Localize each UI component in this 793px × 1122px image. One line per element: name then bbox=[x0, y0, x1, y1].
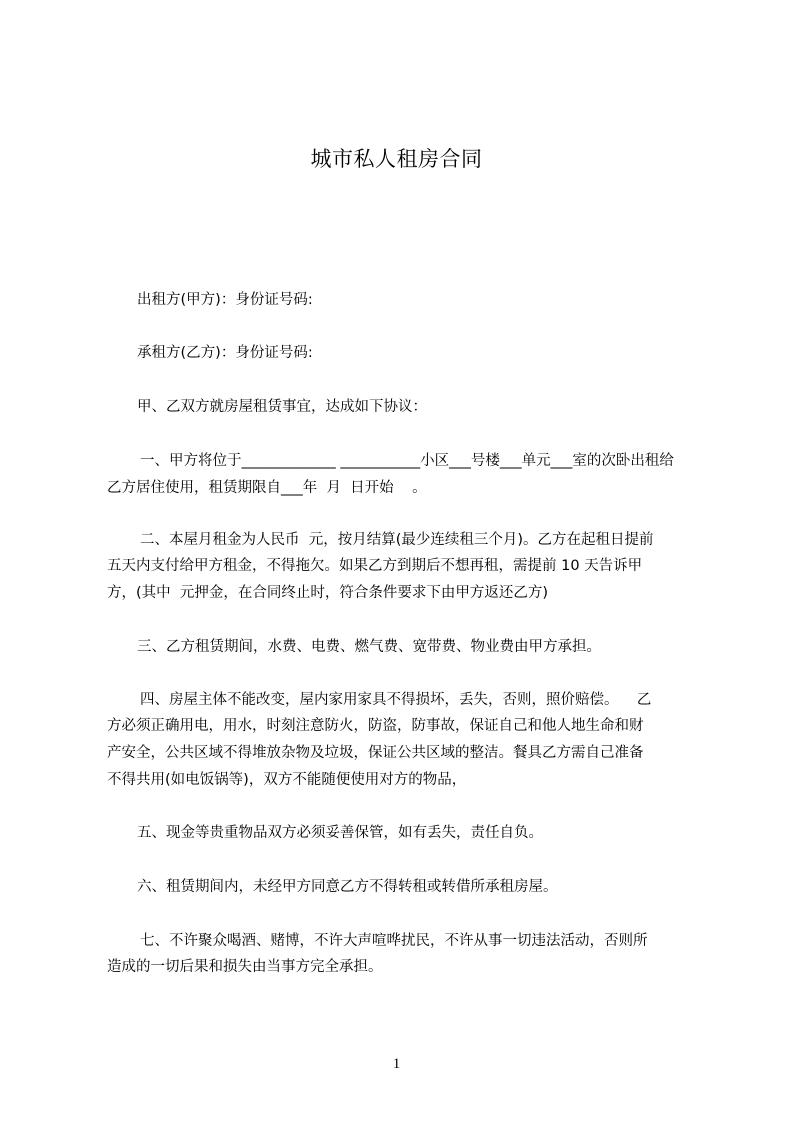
page-number: 1 bbox=[392, 1056, 401, 1072]
clause-4-line-4: 不得共用(如电饭锅等)，双方不能随便使用对方的物品， bbox=[107, 772, 467, 788]
document-title: 城市私人租房合同 bbox=[310, 147, 483, 171]
clause-4-line-3: 产安全，公共区域不得堆放杂物及垃圾，保证公共区域的整洁。餐具乙方需自己准备 bbox=[107, 745, 644, 761]
clause-7-line-2: 造成的一切后果和损失由当事方完全承担。 bbox=[107, 959, 383, 975]
clause-7-line-1: 七、不许聚众喝酒、赌博，不许大声喧哗扰民，不许从事一切违法活动，否则所 bbox=[140, 933, 648, 949]
clause-3-line-1: 三、乙方租赁期间，水费、电费、燃气费、宽带费、物业费由甲方承担。 bbox=[137, 639, 601, 655]
clause-4-line-1: 四、房屋主体不能改变，屋内家用家具不得损坏，丢失，否则，照价赔偿。 乙 bbox=[140, 692, 652, 708]
intro-line: 甲、乙双方就房屋租赁事宜，达成如下协议： bbox=[137, 399, 427, 415]
lessee-line: 承租方(乙方)：身份证号码: bbox=[137, 345, 313, 361]
clause-2-line-2: 五天内支付给甲方租金，不得拖欠。如果乙方到期后不想再租，需提前 10 天告诉甲 bbox=[107, 558, 643, 574]
clause-2-line-1: 二、本屋月租金为人民币 元，按月结算(最少连续租三个月)。乙方在起租日提前 bbox=[140, 532, 654, 548]
clause-4-line-2: 方必须正确用电，用水，时刻注意防火，防盗，防事故，保证自己和他人地生命和财 bbox=[107, 718, 644, 734]
clause-5-line-1: 五、现金等贵重物品双方必须妥善保管，如有丢失，责任自负。 bbox=[137, 825, 543, 841]
lessor-line: 出租方(甲方)：身份证号码: bbox=[137, 292, 313, 308]
clause-1-line-2: 乙方居住使用，租赁期限自___年 月 日开始 。 bbox=[107, 480, 427, 496]
clause-2-line-3: 方，(其中 元押金，在合同终止时，符合条件要求下由甲方返还乙方) bbox=[107, 585, 549, 601]
clause-6-line-1: 六、租赁期间内，未经甲方同意乙方不得转租或转借所承租房屋。 bbox=[137, 879, 558, 895]
clause-1-line-1: 一、甲方将位于_____________ ___________小区___号楼___单元___室的次卧出租给 bbox=[140, 453, 674, 469]
